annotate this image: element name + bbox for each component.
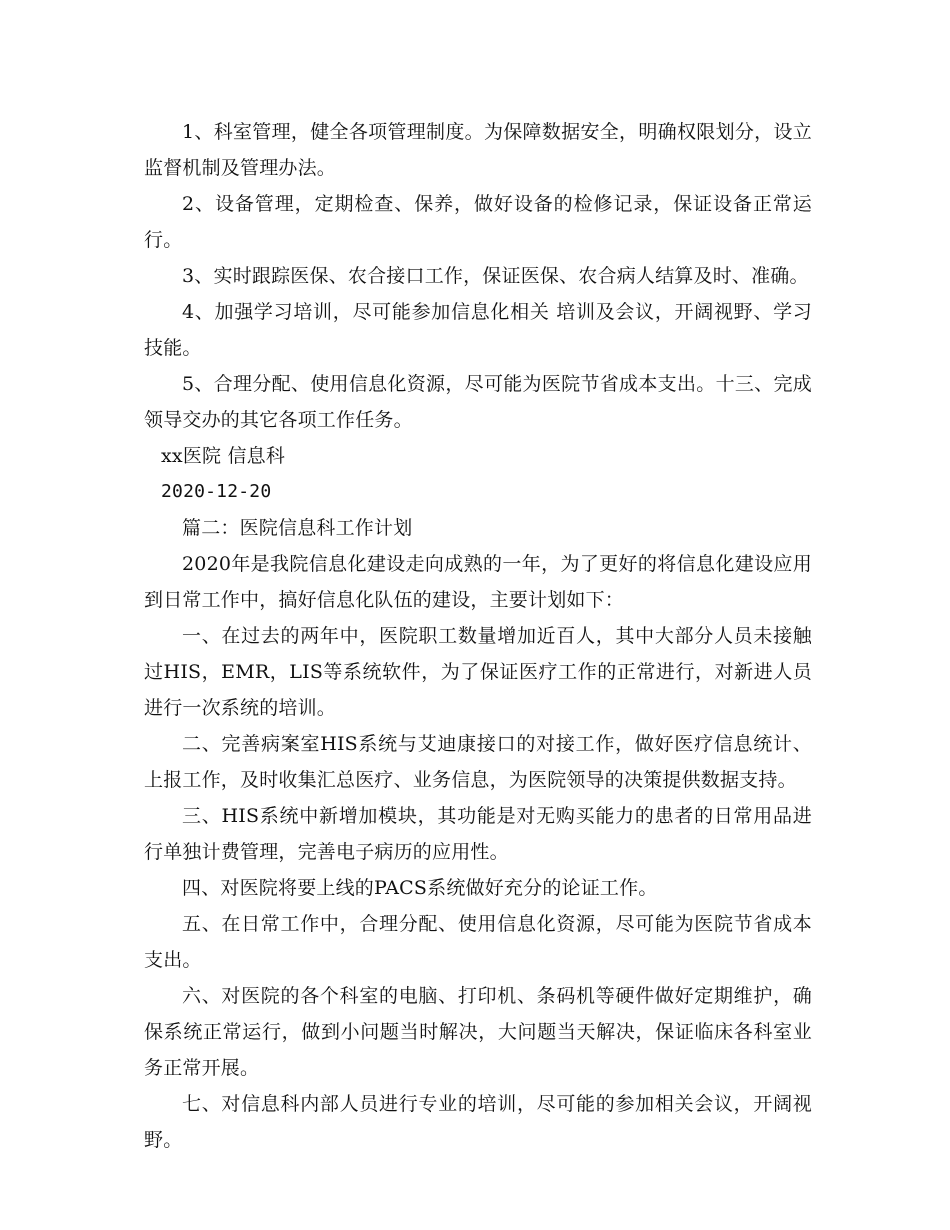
signature-department: xx医院 信息科	[161, 445, 286, 467]
plan-item-5: 五、在日常工作中，合理分配、使用信息化资源，尽可能为医院节省成本支出。	[144, 913, 812, 971]
signature-date: 2020-12-20	[161, 481, 272, 502]
plan-item-1: 一、在过去的两年中，医院职工数量增加近百人，其中大部分人员未接触过HIS，EMR，LIS等系统软件，为了保证医疗工作的正常进行，对新进人员进行一次系统的培训。	[144, 625, 812, 719]
plan-item-2: 二、完善病案室HIS系统与艾迪康接口的对接工作，做好医疗信息统计、上报工作，及时收集汇总医疗、业务信息，为医院领导的决策提供数据支持。	[144, 733, 812, 791]
paragraph-3: 3、实时跟踪医保、农合接口工作，保证医保、农合病人结算及时、准确。	[182, 265, 809, 287]
paragraph-2: 2、设备管理，定期检查、保养，做好设备的检修记录，保证设备正常运行。	[144, 193, 812, 251]
section-heading: 篇二：医院信息科工作计划	[182, 517, 413, 539]
document-body	[144, 114, 812, 1158]
plan-item-4: 四、对医院将要上线的PACS系统做好充分的论证工作。	[182, 877, 658, 899]
plan-item-6: 六、对医院的各个科室的电脑、打印机、条码机等硬件做好定期维护，确保系统正常运行，做到小问题当时解决，大问题当天解决，保证临床各科室业务正常开展。	[144, 985, 812, 1079]
plan-item-7: 七、对信息科内部人员进行专业的培训，尽可能的参加相关会议，开阔视野。	[144, 1093, 812, 1151]
paragraph-4: 4、加强学习培训，尽可能参加信息化相关 培训及会议，开阔视野、学习技能。	[144, 301, 812, 359]
intro-paragraph: 2020年是我院信息化建设走向成熟的一年，为了更好的将信息化建设应用到日常工作中，搞好信息化队伍的建设，主要计划如下：	[144, 553, 812, 611]
plan-item-3: 三、HIS系统中新增加模块，其功能是对无购买能力的患者的日常用品进行单独计费管理，完善电子病历的应用性。	[144, 805, 812, 863]
paragraph-1: 1、科室管理，健全各项管理制度。为保障数据安全，明确权限划分，设立监督机制及管理办法。	[144, 121, 812, 179]
paragraph-5: 5、合理分配、使用信息化资源，尽可能为医院节省成本支出。十三、完成领导交办的其它各项工作任务。	[144, 373, 812, 431]
